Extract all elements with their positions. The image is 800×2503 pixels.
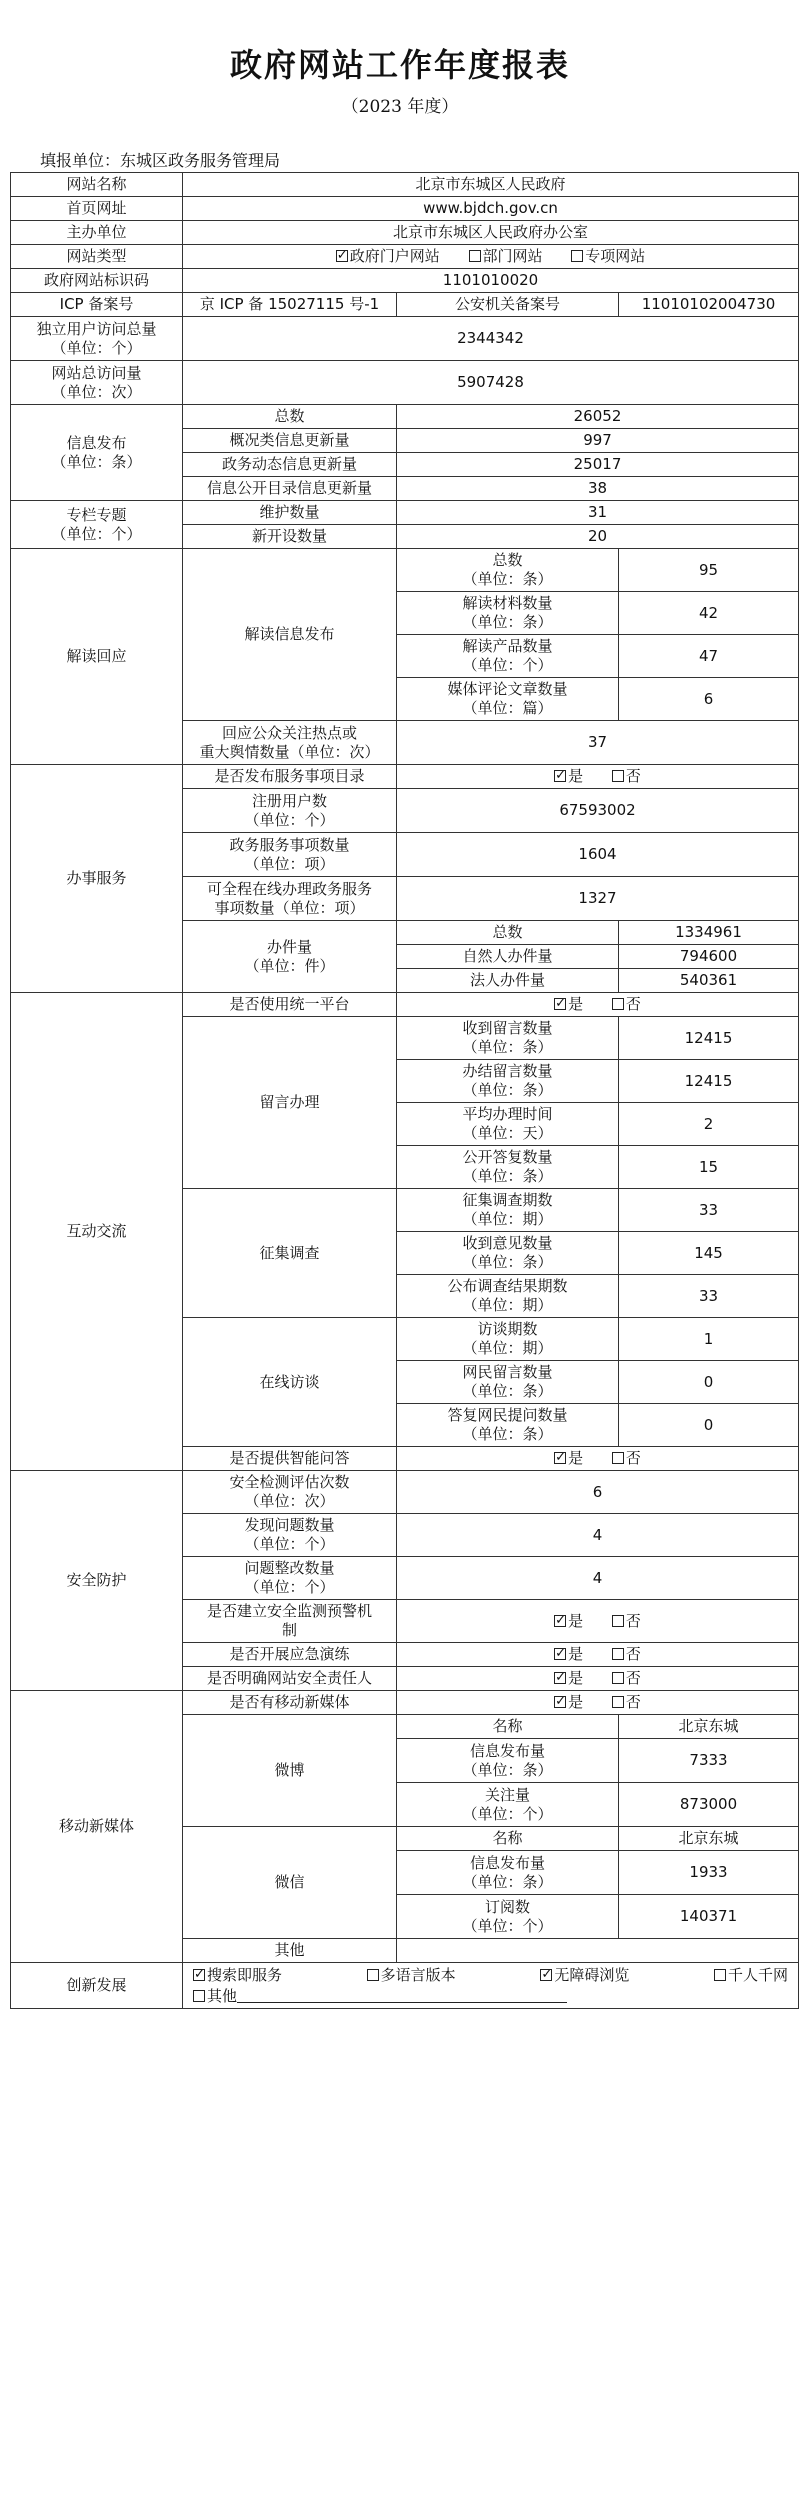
warning-no-checkbox (612, 1615, 624, 1627)
site-name-value: 北京市东城区人民政府 (183, 173, 799, 197)
drill-yes-checkbox (554, 1648, 566, 1660)
row-talk-answers: 答复网民提问数量 （单位：条） 0 (11, 1404, 799, 1447)
site-code-value: 1101010020 (183, 269, 799, 293)
visitors-value: 2344342 (183, 317, 799, 361)
multilang-checkbox (367, 1969, 379, 1981)
row-info-overview: 概况类信息更新量 997 (11, 429, 799, 453)
row-smart-qa: 是否提供智能问答 ✓ 是 否 (11, 1447, 799, 1471)
row-sec-owner: 是否明确网站安全责任人 ✓ 是 否 (11, 1667, 799, 1691)
row-interpret-product: 解读产品数量 （单位：个） 47 (11, 635, 799, 678)
row-site-type: 网站类型 ✓ 政府门户网站 部门网站 专项网站 (11, 245, 799, 269)
row-info-disclosure: 信息公开目录信息更新量 38 (11, 477, 799, 501)
row-weibo-posts: 信息发布量 （单位：条） 7333 (11, 1739, 799, 1783)
row-sec-fixed: 问题整改数量 （单位：个） 4 (11, 1557, 799, 1600)
row-wechat-name: 微信 名称 北京东城 (11, 1827, 799, 1851)
row-talk-periods: 在线访谈 访谈期数 （单位：期） 1 (11, 1318, 799, 1361)
mobile-no-checkbox (612, 1696, 624, 1708)
row-msg-done: 办结留言数量 （单位：条） 12415 (11, 1060, 799, 1103)
personalized-checkbox (714, 1969, 726, 1981)
owner-no-checkbox (612, 1672, 624, 1684)
row-innovation: 创新发展 ✓搜索即服务 多语言版本 ✓ 无障碍浏览 千人千网 其他 (11, 1963, 799, 2009)
row-service-volume-legal: 法人办件量 540361 (11, 969, 799, 993)
smart-qa-no-checkbox (612, 1452, 624, 1464)
report-year: （2023 年度） (341, 97, 459, 117)
innovation-other-checkbox (193, 1990, 205, 2002)
row-visits: 网站总访问量 （单位：次） 5907428 (11, 361, 799, 405)
row-info-total: 信息发布 （单位：条） 总数 26052 (11, 405, 799, 429)
catalog-no-checkbox (612, 770, 624, 782)
row-service-online: 可全程在线办理政务服务 事项数量（单位：项） 1327 (11, 877, 799, 921)
accessibility-checkbox (540, 1969, 552, 1981)
smart-qa-yes-checkbox (554, 1452, 566, 1464)
row-site-code: 政府网站标识码 1101010020 (11, 269, 799, 293)
row-sec-drill: 是否开展应急演练 ✓ 是 否 (11, 1643, 799, 1667)
row-interpret-respond: 回应公众关注热点或 重大舆情数量（单位：次） 37 (11, 721, 799, 765)
visits-value: 5907428 (183, 361, 799, 405)
row-survey-results: 公布调查结果期数 （单位：期） 33 (11, 1275, 799, 1318)
other-blank-line (237, 1988, 567, 2003)
row-mobile-other: 其他 (11, 1939, 799, 1963)
row-wechat-posts: 信息发布量 （单位：条） 1933 (11, 1851, 799, 1895)
warning-yes-checkbox (554, 1615, 566, 1627)
row-service-catalog: 办事服务 是否发布服务事项目录 ✓ 是 否 (11, 765, 799, 789)
row-homepage: 首页网址 www.bjdch.gov.cn (11, 197, 799, 221)
row-service-volume-person: 自然人办件量 794600 (11, 945, 799, 969)
row-info-news: 政务动态信息更新量 25017 (11, 453, 799, 477)
row-interpret-total: 解读回应 解读信息发布 总数 （单位：条） 95 (11, 549, 799, 592)
row-service-users: 注册用户数 （单位：个） 67593002 (11, 789, 799, 833)
row-mobile-has: 移动新媒体 是否有移动新媒体 ✓ 是 否 (11, 1691, 799, 1715)
row-interpret-material: 解读材料数量 （单位：条） 42 (11, 592, 799, 635)
row-weibo-name: 微博 名称 北京东城 (11, 1715, 799, 1739)
platform-no-checkbox (612, 998, 624, 1010)
row-survey-periods: 征集调查 征集调查期数 （单位：期） 33 (11, 1189, 799, 1232)
row-talk-msgs: 网民留言数量 （单位：条） 0 (11, 1361, 799, 1404)
row-weibo-follow: 关注量 （单位：个） 873000 (11, 1783, 799, 1827)
catalog-yes-checkbox (554, 770, 566, 782)
row-sec-warning: 是否建立安全监测预警机 制 ✓是 否 (11, 1600, 799, 1643)
row-service-items: 政务服务事项数量 （单位：项） 1604 (11, 833, 799, 877)
platform-yes-checkbox (554, 998, 566, 1010)
row-site-name: 网站名称 北京市东城区人民政府 (11, 173, 799, 197)
row-icp: ICP 备案号 京 ICP 备 15027115 号-1 公安机关备案号 11010102004730 (11, 293, 799, 317)
row-special-new: 新开设数量 20 (11, 525, 799, 549)
row-interpret-media: 媒体评论文章数量 （单位：篇） 6 (11, 678, 799, 721)
site-type-dept-checkbox (469, 250, 481, 262)
site-type-portal-checkbox (336, 250, 348, 262)
row-sec-found: 发现问题数量 （单位：个） 4 (11, 1514, 799, 1557)
site-type-special-checkbox (571, 250, 583, 262)
police-record-value: 11010102004730 (619, 293, 799, 317)
row-msg-time: 平均办理时间 （单位：天） 2 (11, 1103, 799, 1146)
row-survey-opinions: 收到意见数量 （单位：条） 145 (11, 1232, 799, 1275)
row-visitors: 独立用户访问总量 （单位：个） 2344342 (11, 317, 799, 361)
drill-no-checkbox (612, 1648, 624, 1660)
row-host: 主办单位 北京市东城区人民政府办公室 (11, 221, 799, 245)
row-special-maintain: 专栏专题 （单位：个） 维护数量 31 (11, 501, 799, 525)
row-sec-eval: 安全防护 安全检测评估次数 （单位：次） 6 (11, 1471, 799, 1514)
row-interact-platform: 互动交流 是否使用统一平台 ✓ 是 否 (11, 993, 799, 1017)
report-title: 政府网站工作年度报表 (229, 46, 570, 84)
host-value: 北京市东城区人民政府办公室 (183, 221, 799, 245)
reporting-unit: 填报单位：东城区政务服务管理局 (40, 151, 281, 170)
row-msg-received: 留言办理 收到留言数量 （单位：条） 12415 (11, 1017, 799, 1060)
search-service-checkbox (193, 1969, 205, 1981)
report-table (10, 172, 799, 2009)
icp-value: 京 ICP 备 15027115 号-1 (183, 293, 397, 317)
mobile-yes-checkbox (554, 1696, 566, 1708)
homepage-value: www.bjdch.gov.cn (183, 197, 799, 221)
owner-yes-checkbox (554, 1672, 566, 1684)
row-service-volume-total: 办件量 （单位：件） 总数 1334961 (11, 921, 799, 945)
row-msg-public: 公开答复数量 （单位：条） 15 (11, 1146, 799, 1189)
row-wechat-subs: 订阅数 （单位：个） 140371 (11, 1895, 799, 1939)
